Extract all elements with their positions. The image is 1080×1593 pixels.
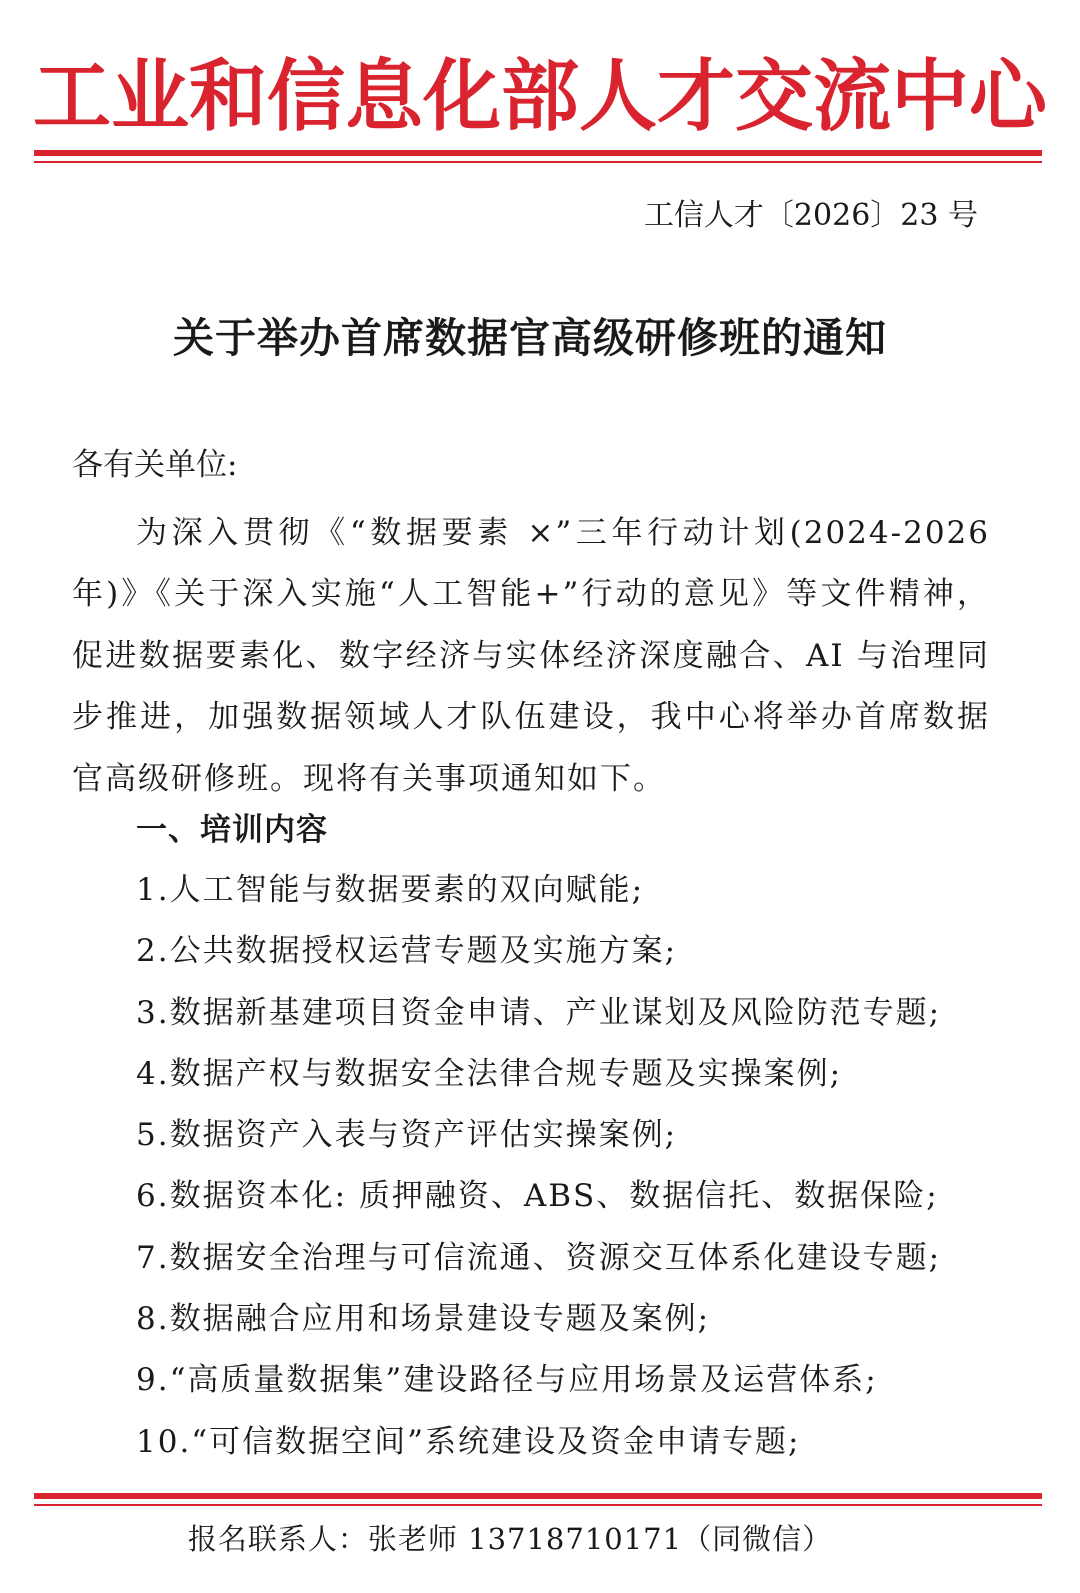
- footer-divider: [34, 1493, 1042, 1506]
- header-divider-thick: [34, 150, 1042, 156]
- footer-divider-thin: [34, 1504, 1042, 1506]
- document-title: 关于举办首席数据官高级研修班的通知: [173, 314, 887, 362]
- document-number: 工信人才〔2026〕23 号: [643, 198, 978, 233]
- footer-divider-thick: [34, 1493, 1042, 1499]
- list-item: 10.“可信数据空间”系统建设及资金申请专题;: [136, 1423, 801, 1460]
- footer-contact: 报名联系人：张老师 13718710171（同微信）: [187, 1522, 833, 1556]
- list-item: 6.数据资本化: 质押融资、ABS、数据信托、数据保险;: [136, 1178, 939, 1215]
- list-item: 2.公共数据授权运营专题及实施方案;: [136, 933, 678, 970]
- header-org-name: 工业和信息化部人才交流中心: [32, 52, 1047, 142]
- list-item: 4.数据产权与数据安全法律合规专题及实操案例;: [136, 1055, 843, 1092]
- training-content-list: [136, 866, 941, 1479]
- salutation: 各有关单位:: [72, 447, 238, 483]
- header-divider: [34, 150, 1042, 163]
- list-item: 8.数据融合应用和场景建设专题及案例;: [136, 1301, 711, 1338]
- list-item: 3.数据新基建项目资金申请、产业谋划及风险防范专题;: [136, 994, 942, 1031]
- intro-paragraph: 为深入贯彻《“数据要素 ×”三年行动计划(2024-2026 年)》《关于深入实施“人工智能+”行动的意见》等文件精神，促进数据要素化、数字经济与实体经济深度融合、AI 与治理同步推进，加强数据领域人才队伍建设，我中心将举办首席数据官高级研修班。现将有关事项通知如下。: [72, 515, 990, 797]
- list-item: 9.“高质量数据集”建设路径与应用场景及运营体系;: [136, 1362, 878, 1399]
- section-heading-training-content: 一、培训内容: [136, 812, 328, 848]
- list-item: 5.数据资产入表与资产评估实操案例;: [136, 1117, 678, 1154]
- list-item: 7.数据安全治理与可信流通、资源交互体系化建设专题;: [136, 1239, 942, 1276]
- header-divider-thin: [34, 161, 1042, 163]
- list-item: 1.人工智能与数据要素的双向赋能;: [136, 872, 645, 908]
